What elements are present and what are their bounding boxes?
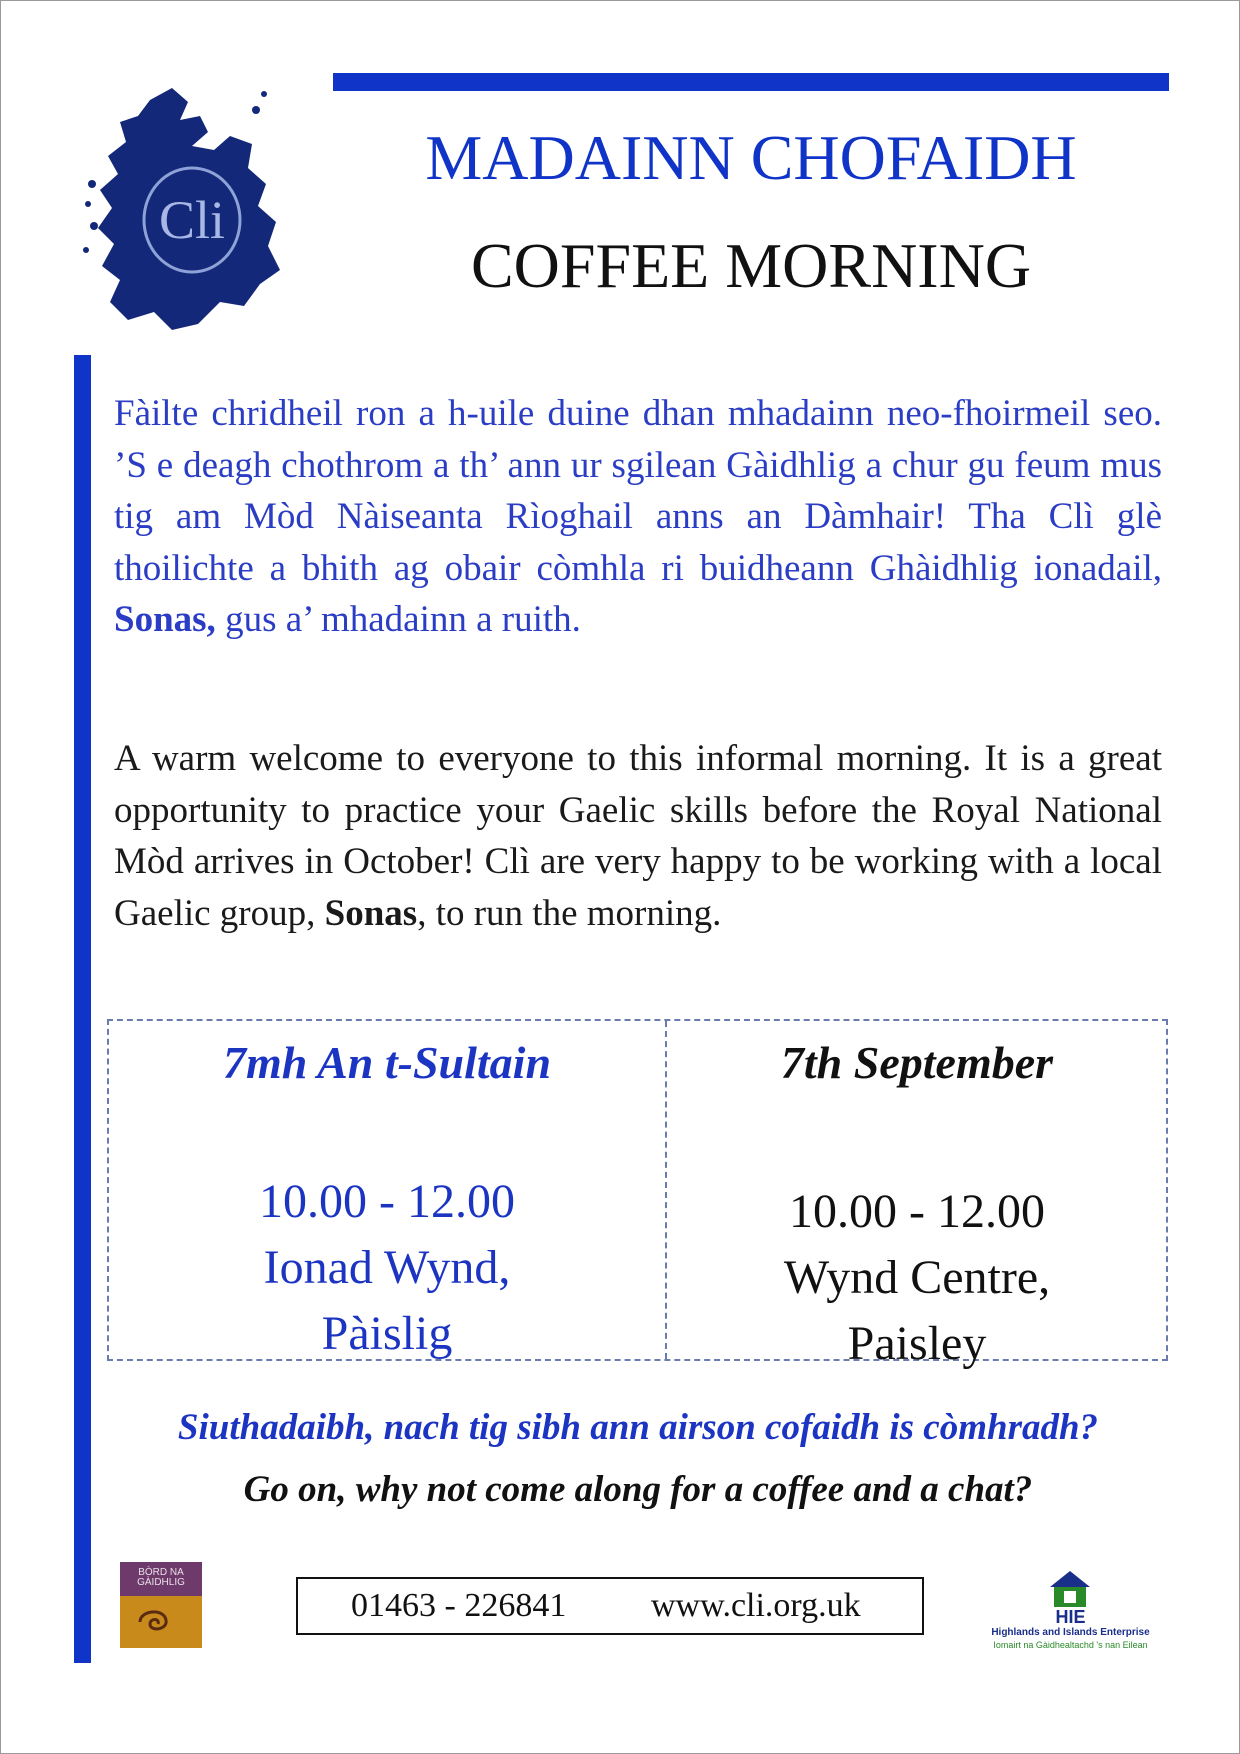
intro-text-gaelic: Fàilte chridheil ron a h-uile duine dhan mhadainn neo-fhoirmeil seo. ’S e deagh chothrom a th’ ann ur sgilean Gàidhlig a chur gu feum mus tig am Mòd Nàiseanta Rìoghail anns an Dàmhair! Tha Clì glè thoilichte a bhith ag obair còmhla ri buidheann Ghàidhlig ionadail, xyxy=(114,393,1162,589)
intro-text-english-end: , to run the morning. xyxy=(417,892,722,934)
event-location-english xyxy=(667,1179,1167,1377)
cli-scotland-map-logo xyxy=(80,80,290,340)
bord-line-2: GÀIDHLIG xyxy=(137,1577,185,1588)
hie-name-gaelic: Iomairt na Gàidhealtachd 's nan Eilean xyxy=(993,1640,1148,1650)
bord-line-1: BÒRD NA xyxy=(138,1567,184,1578)
event-town-gaelic: Pàislig xyxy=(321,1307,453,1360)
hie-letters: HIE xyxy=(1055,1607,1086,1627)
bord-na-gaidhlig-logo xyxy=(120,1562,202,1648)
event-details-english xyxy=(667,1021,1167,1370)
hie-roof-icon xyxy=(1050,1571,1090,1587)
intro-text-gaelic-end: gus a’ mhadainn a ruith. xyxy=(215,599,581,640)
group-name-english: Sonas xyxy=(324,892,418,934)
event-date-english: 7th September xyxy=(780,1037,1054,1088)
event-details-box xyxy=(107,1019,1168,1370)
event-time-english: 10.00 - 12.00 xyxy=(789,1185,1045,1238)
event-town-english: Paisley xyxy=(847,1317,987,1370)
contact-website-link[interactable]: www.cli.org.uk xyxy=(651,1587,861,1624)
tagline-english: Go on, why not come along for a coffee and a chat? xyxy=(243,1469,1033,1510)
intro-paragraph-english xyxy=(114,733,1162,939)
group-name-gaelic: Sonas, xyxy=(114,599,216,640)
intro-text-english: A warm welcome to everyone to this informal morning. It is a great opportunity to practice your Gaelic skills before the Royal National Mòd arrives in October! Clì are very happy to be working with a local Gaelic group, xyxy=(114,738,1162,934)
event-venue-gaelic: Ionad Wynd, xyxy=(263,1241,511,1294)
top-accent-bar xyxy=(333,73,1169,91)
bord-na-gaidhlig-wordmark xyxy=(120,1568,202,1588)
event-date-gaelic: 7mh An t-Sultain xyxy=(222,1037,552,1088)
hie-name: Highlands and Islands Enterprise xyxy=(991,1627,1150,1638)
contact-phone: 01463 - 226841 xyxy=(351,1587,567,1624)
intro-paragraph-gaelic xyxy=(114,388,1162,646)
cli-logo-text: Cli xyxy=(158,190,226,250)
event-details-gaelic xyxy=(109,1021,665,1359)
contact-box xyxy=(296,1577,924,1635)
event-venue-english: Wynd Centre, xyxy=(783,1251,1051,1304)
hie-logo xyxy=(968,1567,1173,1657)
tagline-gaelic: Siuthadaibh, nach tig sibh ann airson cofaidh is còmhradh? xyxy=(177,1407,1099,1448)
left-accent-bar xyxy=(74,355,91,1663)
event-location-gaelic xyxy=(109,1169,665,1367)
event-time-gaelic: 10.00 - 12.00 xyxy=(259,1175,515,1228)
page-title-english: COFFEE MORNING xyxy=(470,230,1032,301)
page-title-gaelic: MADAINN CHOFAIDH xyxy=(425,122,1077,193)
